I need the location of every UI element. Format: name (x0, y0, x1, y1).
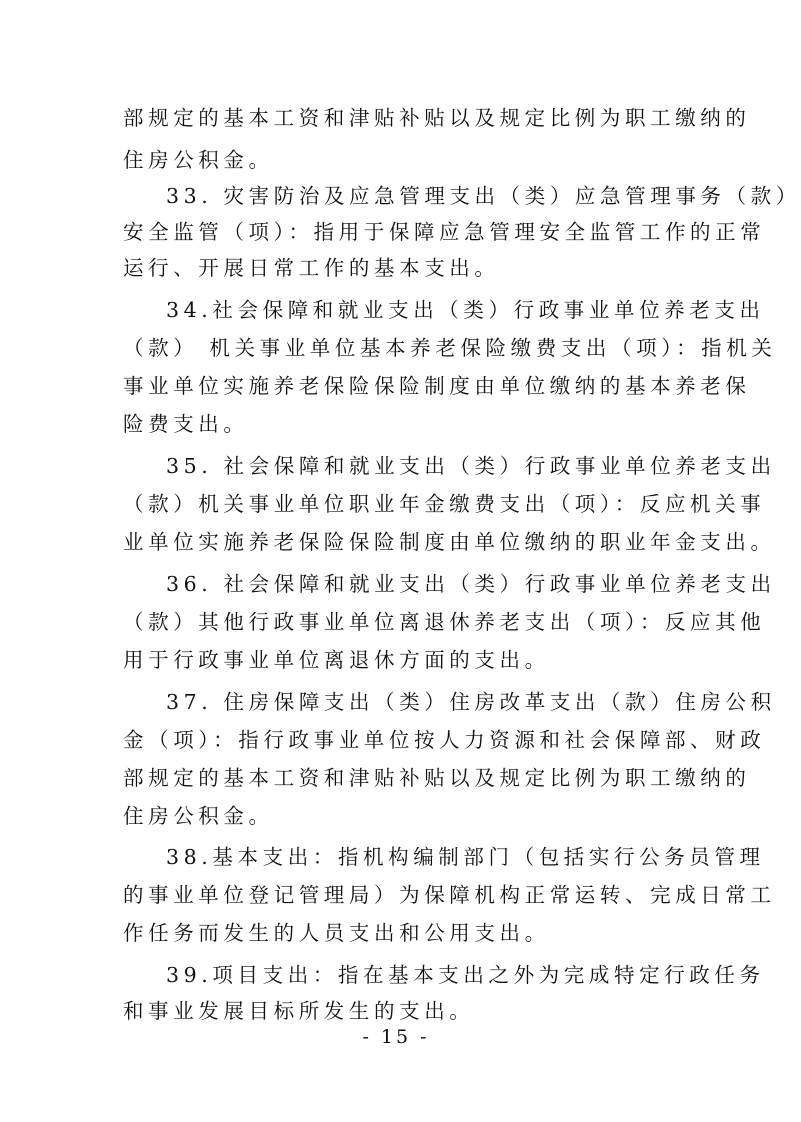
text-line: 险费支出。 (123, 412, 249, 436)
text-line: 事业单位实施养老保险保险制度由单位缴纳的基本养老保 (123, 374, 751, 398)
text-line: 住房公积金。 (123, 148, 274, 172)
paragraph-36-line: 36. 社会保障和就业支出（类）行政事业单位养老支出 (166, 572, 776, 596)
text-line: 安全监管（项）：指用于保障应急管理安全监管工作的正常 (123, 220, 766, 244)
text-line: 的事业单位登记管理局）为保障机构正常运转、完成日常工 (123, 883, 776, 907)
text-line: 运行、开展日常工作的基本支出。 (123, 256, 500, 280)
text-line: 用于行政事业单位离退休方面的支出。 (123, 648, 550, 672)
paragraph-37-line: 37. 住房保障支出（类）住房改革支出（款）住房公积 (166, 690, 776, 714)
text-line: 部规定的基本工资和津贴补贴以及规定比例为职工缴纳的 (123, 106, 751, 130)
paragraph-35-line: 35. 社会保障和就业支出（类）行政事业单位养老支出 (166, 454, 776, 478)
paragraph-33-line: 33. 灾害防治及应急管理支出（类）应急管理事务（款） (166, 184, 801, 208)
text-line: 业单位实施养老保险保险制度由单位缴纳的职业年金支出。 (123, 530, 776, 554)
paragraph-39-line: 39.项目支出：指在基本支出之外为完成特定行政任务 (166, 963, 765, 987)
text-line: （款）机关事业单位职业年金缴费支出（项）：反应机关事 (123, 492, 766, 516)
text-line: 和事业发展目标所发生的支出。 (123, 999, 475, 1023)
text-line: 住房公积金。 (123, 804, 274, 828)
paragraph-38-line: 38.基本支出：指机构编制部门（包括实行公务员管理 (166, 845, 765, 869)
text-line: 作任务而发生的人员支出和公用支出。 (123, 921, 550, 945)
paragraph-34-line: 34.社会保障和就业支出（类）行政事业单位养老支出 (166, 298, 765, 322)
text-line: 金（项）：指行政事业单位按人力资源和社会保障部、财政 (123, 728, 766, 752)
page-number: - 15 - (362, 1026, 430, 1048)
text-line: （款） 机关事业单位基本养老保险缴费支出（项）：指机关 (123, 336, 777, 360)
text-line: 部规定的基本工资和津贴补贴以及规定比例为职工缴纳的 (123, 766, 751, 790)
text-line: （款）其他行政事业单位离退休养老支出（项）：反应其他 (123, 610, 766, 634)
